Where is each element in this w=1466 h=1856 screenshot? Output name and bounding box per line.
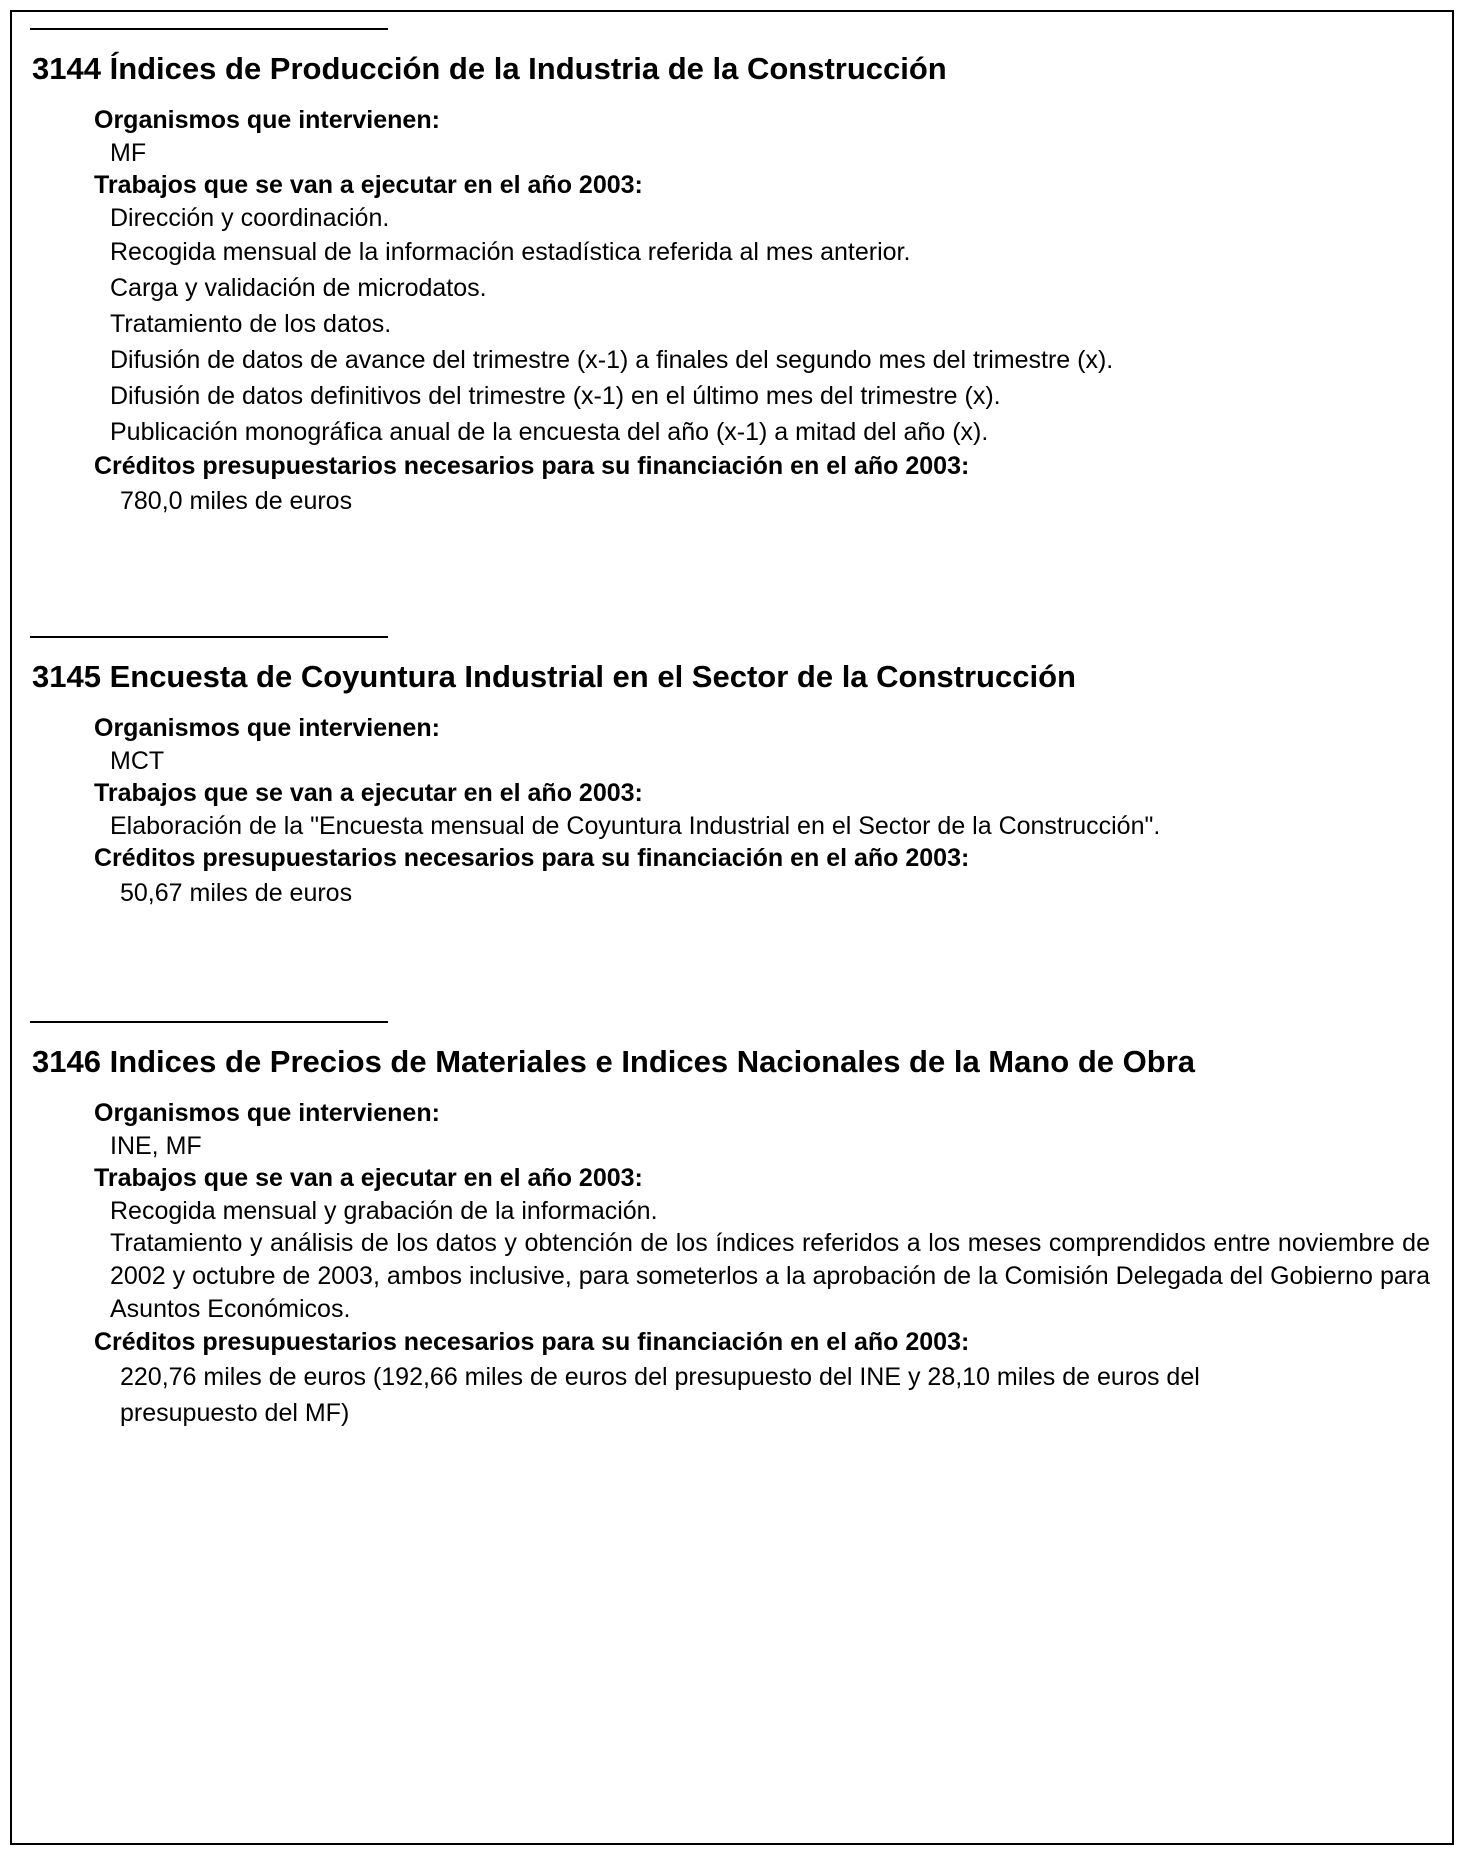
trabajos-label: Trabajos que se van a ejecutar en el año 2003: <box>94 171 643 199</box>
section-3146 <box>30 1021 1440 1431</box>
organismos-label: Organismos que intervienen: <box>94 106 440 134</box>
section-body <box>94 1097 1440 1431</box>
trabajos-label: Trabajos que se van a ejecutar en el año 2003: <box>94 1164 643 1192</box>
trabajos-item: Elaboración de la "Encuesta mensual de Coyuntura Industrial en el Sector de la Construcción". <box>110 812 1161 840</box>
section-title: 3144 Índices de Producción de la Industria de la Construcción <box>32 51 947 86</box>
section-body <box>94 712 1440 911</box>
creditos-value: 220,76 miles de euros (192,66 miles de euros del presupuesto del INE y 28,10 miles de euros del presupuesto del MF) <box>120 1363 1200 1427</box>
section-rule <box>30 28 388 30</box>
trabajos-item: Tratamiento y análisis de los datos y obtención de los índices referidos a los meses comprendidos entre noviembre de 2002 y octubre de 2003, ambos inclusive, para someterlos a la aprobación de la Comisión Delegada del Gobierno para Asuntos Económicos. <box>110 1229 1430 1323</box>
trabajos-item: Difusión de datos de avance del trimestre (x-1) a finales del segundo mes del trimestre (x). <box>110 346 1114 374</box>
trabajos-item: Difusión de datos definitivos del trimestre (x-1) en el último mes del trimestre (x). <box>110 382 1001 410</box>
section-rule <box>30 636 388 638</box>
organismos-label: Organismos que intervienen: <box>94 1099 440 1127</box>
section-body <box>94 104 1440 519</box>
trabajos-item: Recogida mensual de la información estadística referida al mes anterior. <box>110 238 911 266</box>
creditos-value: 50,67 miles de euros <box>120 879 353 907</box>
trabajos-label: Trabajos que se van a ejecutar en el año 2003: <box>94 779 643 807</box>
trabajos-item: Carga y validación de microdatos. <box>110 274 487 302</box>
organismos-label: Organismos que intervienen: <box>94 714 440 742</box>
trabajos-item: Recogida mensual y grabación de la información. <box>110 1197 658 1225</box>
creditos-label: Créditos presupuestarios necesarios para su financiación en el año 2003: <box>94 452 970 480</box>
organismos-value: MCT <box>110 747 165 775</box>
section-rule <box>30 1021 388 1023</box>
creditos-label: Créditos presupuestarios necesarios para su financiación en el año 2003: <box>94 1328 970 1356</box>
section-title: 3146 Indices de Precios de Materiales e Indices Nacionales de la Mano de Obra <box>32 1044 1195 1079</box>
section-3144 <box>30 28 1440 519</box>
creditos-label: Créditos presupuestarios necesarios para su financiación en el año 2003: <box>94 844 970 872</box>
trabajos-item: Dirección y coordinación. <box>110 204 390 232</box>
section-3145 <box>30 636 1440 911</box>
creditos-value: 780,0 miles de euros <box>120 487 353 515</box>
trabajos-item: Publicación monográfica anual de la encuesta del año (x-1) a mitad del año (x). <box>110 418 989 446</box>
organismos-value: INE, MF <box>110 1132 202 1160</box>
trabajos-item: Tratamiento de los datos. <box>110 310 392 338</box>
section-title: 3145 Encuesta de Coyuntura Industrial en el Sector de la Construcción <box>32 659 1076 694</box>
organismos-value: MF <box>110 139 147 167</box>
